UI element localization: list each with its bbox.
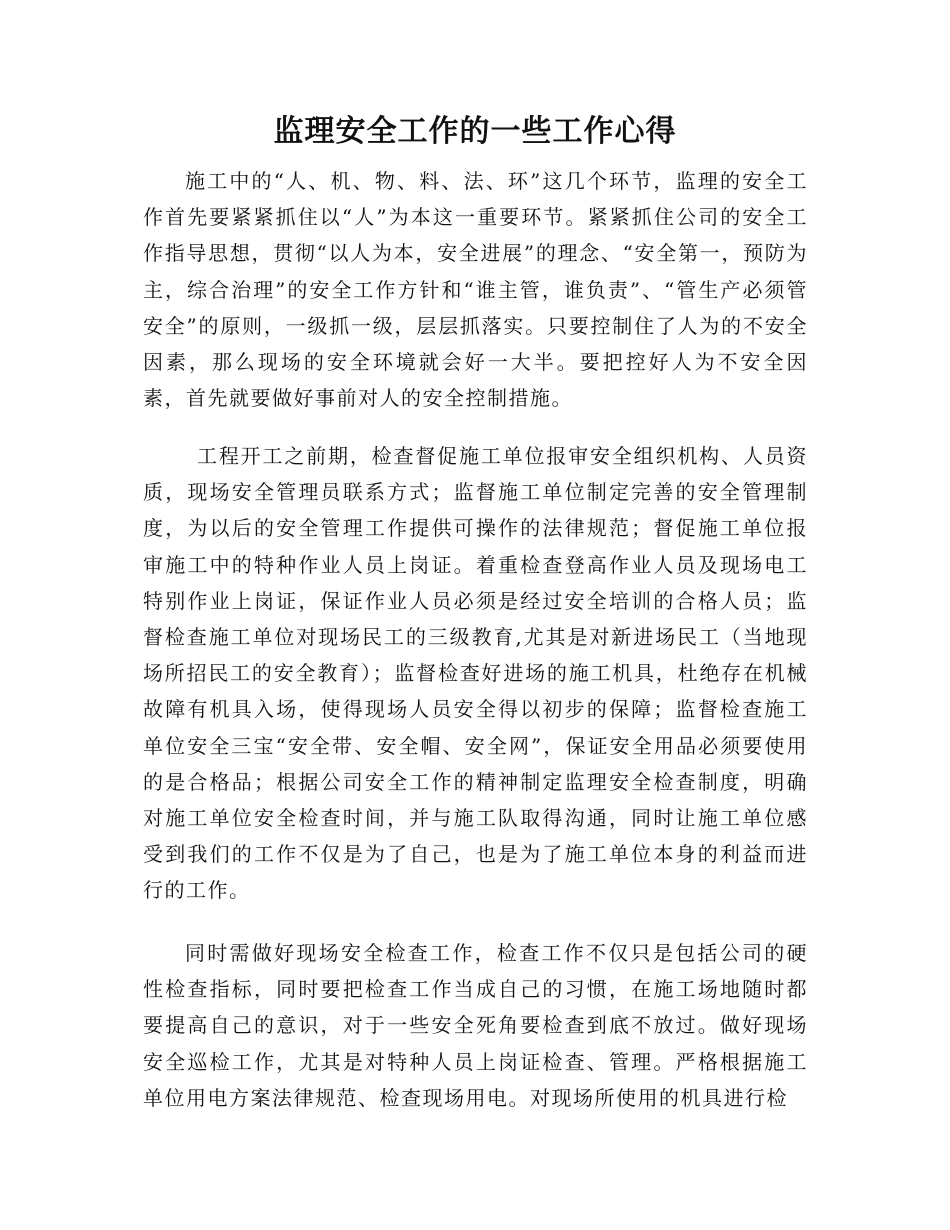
document-title: 监理安全工作的一些工作心得 <box>273 114 677 149</box>
paragraph-2: 工程开工之前期，检查督促施工单位报审安全组织机构、人员资质，现场安全管理员联系方式；监督施工单位制定完善的安全管理制度，为以后的安全管理工作提供可操作的法律规范；督促施工单位报审施工中的特种作业人员上岗证。着重检查登高作业人员及现场电工特别作业上岗证，保证作业人员必须是经过安全培训的合格人员；监督检查施工单位对现场民工的三级教育,尤其是对新进场民工（当地现场所招民工的安全教育）；监督检查好进场的施工机具，杜绝存在机械故障有机具入场，使得现场人员安全得以初步的保障；监督检查施工单位安全三宝“安全带、安全帽、安全网”，保证安全用品必须要使用的是合格品；根据公司安全工作的精神制定监理安全检查制度，明确对施工单位安全检查时间，并与施工队取得沟通，同时让施工单位感受到我们的工作不仅是为了自己，也是为了施工单位本身的利益而进行的工作。 <box>143 444 808 903</box>
paragraph-3: 同时需做好现场安全检查工作，检查工作不仅只是包括公司的硬性检查指标，同时要把检查工作当成自己的习惯，在施工场地随时都要提高自己的意识，对于一些安全死角要检查到底不放过。做好现场安全巡检工作，尤其是对特种人员上岗证检查、管理。严格根据施工单位用电方案法律规范、检查现场用电。对现场所使用的机具进行检 <box>143 941 808 1110</box>
paragraph-1: 施工中的“人、机、物、料、法、环”这几个环节，监理的安全工作首先要紧紧抓住以“人”为本这一重要环节。紧紧抓住公司的安全工作指导思想，贯彻“以人为本，安全进展”的理念、“安全第一，预防为主，综合治理”的安全工作方针和“谁主管，谁负责”、“管生产必须管安全”的原则，一级抓一级，层层抓落实。只要控制住了人为的不安全因素，那么现场的安全环境就会好一大半。要把控好人为不安全因素，首先就要做好事前对人的安全控制措施。 <box>143 169 808 411</box>
